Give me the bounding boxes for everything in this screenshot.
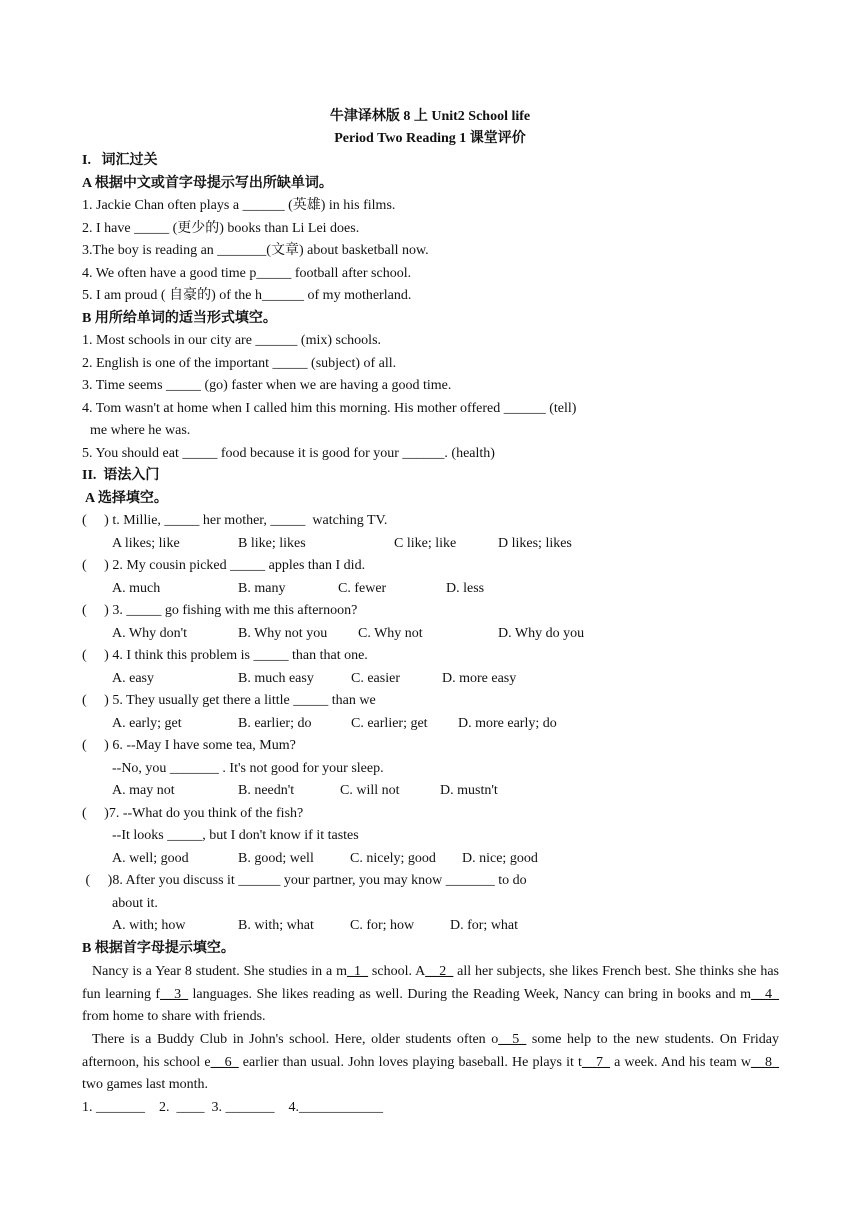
mc-7-option-b: B. good; well [238, 851, 314, 866]
mc-8-option-b: B. with; what [238, 918, 314, 933]
mc-7-option-d: D. nice; good [462, 851, 538, 866]
mc-5-option-d: D. more early; do [458, 716, 557, 731]
vocab-b-item-4: 4. Tom wasn't at home when I called him this morning. His mother offered ______ (tell) [82, 401, 577, 416]
title-line-1: 牛津译林版 8 上 Unit2 School life [329, 109, 531, 124]
mc-question-1: ( ) t. Millie, _____ her mother, _____ watching TV. [82, 513, 388, 528]
mc-question-8-line-2: about it. [112, 896, 158, 911]
mc-3-option-b: B. Why not you [238, 626, 328, 641]
mc-question-5: ( ) 5. They usually get there a little _____ than we [82, 693, 376, 708]
mc-4-option-b: B. much easy [238, 671, 314, 686]
vocab-b-item-2: 2. English is one of the important _____ (subject) of all. [82, 356, 397, 371]
cloze-paragraph-2: There is a Buddy Club in John's school. Here, older students often o__5_ some help to the new students. On Friday afternoon, his school e__6_ earlier than usual. John loves playing baseball. He plays it t__7_ a week. And his team w__8_ two games last month. [82, 1032, 780, 1092]
vocab-b-item-3: 3. Time seems _____ (go) faster when we are having a good time. [82, 378, 452, 393]
vocab-b-item-4-cont: me where he was. [90, 423, 191, 438]
mc-2-option-a: A. much [112, 581, 161, 596]
mc-7-option-a: A. well; good [112, 851, 189, 866]
mc-4-option-a: A. easy [112, 671, 154, 686]
mc-question-6-line-2: --No, you _______ . It's not good for your sleep. [112, 761, 384, 776]
cloze-heading: B 根据首字母提示填空。 [82, 941, 235, 956]
mc-3-option-a: A. Why don't [112, 626, 187, 641]
mc-8-option-c: C. for; how [350, 918, 415, 933]
mc-1-option-d: D likes; likes [498, 536, 572, 551]
mc-question-7: ( )7. --What do you think of the fish? [82, 806, 304, 821]
mc-6-option-a: A. may not [112, 783, 175, 798]
answer-blanks: 1. _______ 2. ____ 3. _______ 4.____________ [82, 1100, 383, 1115]
mc-6-option-b: B. needn't [238, 783, 295, 798]
cloze-paragraph-1: Nancy is a Year 8 student. She studies in a m_1_ school. A__2_ all her subjects, she likes French best. She thinks she has fun learning f__3_ languages. She likes reading as well. During the Reading Week, Nancy can bring in books and m__4_ from home to share with friends. [82, 964, 780, 1024]
mc-3-option-c: C. Why not [358, 626, 423, 641]
mc-question-4: ( ) 4. I think this problem is _____ than that one. [82, 648, 368, 663]
part-a-heading: A 根据中文或首字母提示写出所缺单词。 [82, 176, 333, 191]
vocab-a-item-5: 5. I am proud ( 自豪的) of the h______ of my motherland. [82, 288, 412, 303]
vocab-a-item-3: 3.The boy is reading an _______(文章) about basketball now. [82, 243, 429, 258]
mc-question-7-line-2: --It looks _____, but I don't know if it tastes [112, 828, 359, 843]
mc-2-option-b: B. many [238, 581, 286, 596]
mc-4-option-d: D. more easy [442, 671, 517, 686]
mc-5-option-a: A. early; get [112, 716, 182, 731]
mc-6-option-c: C. will not [340, 783, 400, 798]
section-1-heading: I. 词汇过关 [82, 153, 158, 168]
mc-6-option-d: D. mustn't [440, 783, 498, 798]
mc-question-6: ( ) 6. --May I have some tea, Mum? [82, 738, 296, 753]
mc-2-option-c: C. fewer [338, 581, 387, 596]
mc-5-option-b: B. earlier; do [238, 716, 312, 731]
mc-question-2: ( ) 2. My cousin picked _____ apples than I did. [82, 558, 366, 573]
mc-4-option-c: C. easier [351, 671, 400, 686]
title-line-2: Period Two Reading 1 课堂评价 [334, 131, 526, 146]
mc-1-option-c: C like; like [394, 536, 457, 551]
vocab-b-item-5: 5. You should eat _____ food because it is good for your ______. (health) [82, 446, 495, 461]
mc-5-option-c: C. earlier; get [351, 716, 428, 731]
vocab-a-item-1: 1. Jackie Chan often plays a ______ (英雄) in his films. [82, 198, 396, 213]
grammar-a-heading: A 选择填空。 [85, 491, 168, 506]
vocab-b-item-1: 1. Most schools in our city are ______ (mix) schools. [82, 333, 382, 348]
mc-8-option-d: D. for; what [450, 918, 519, 933]
mc-1-option-b: B like; likes [238, 536, 306, 551]
mc-question-8: ( )8. After you discuss it ______ your partner, you may know _______ to do [82, 873, 527, 888]
part-b-heading: B 用所给单词的适当形式填空。 [82, 311, 277, 326]
mc-7-option-c: C. nicely; good [350, 851, 436, 866]
mc-2-option-d: D. less [446, 581, 485, 596]
mc-question-3: ( ) 3. _____ go fishing with me this afternoon? [82, 603, 358, 618]
mc-8-option-a: A. with; how [112, 918, 186, 933]
vocab-a-item-4: 4. We often have a good time p_____ football after school. [82, 266, 412, 281]
section-2-heading: II. 语法入门 [82, 468, 160, 483]
vocab-a-item-2: 2. I have _____ (更少的) books than Li Lei does. [82, 221, 360, 236]
mc-3-option-d: D. Why do you [498, 626, 585, 641]
mc-1-option-a: A likes; like [112, 536, 180, 551]
